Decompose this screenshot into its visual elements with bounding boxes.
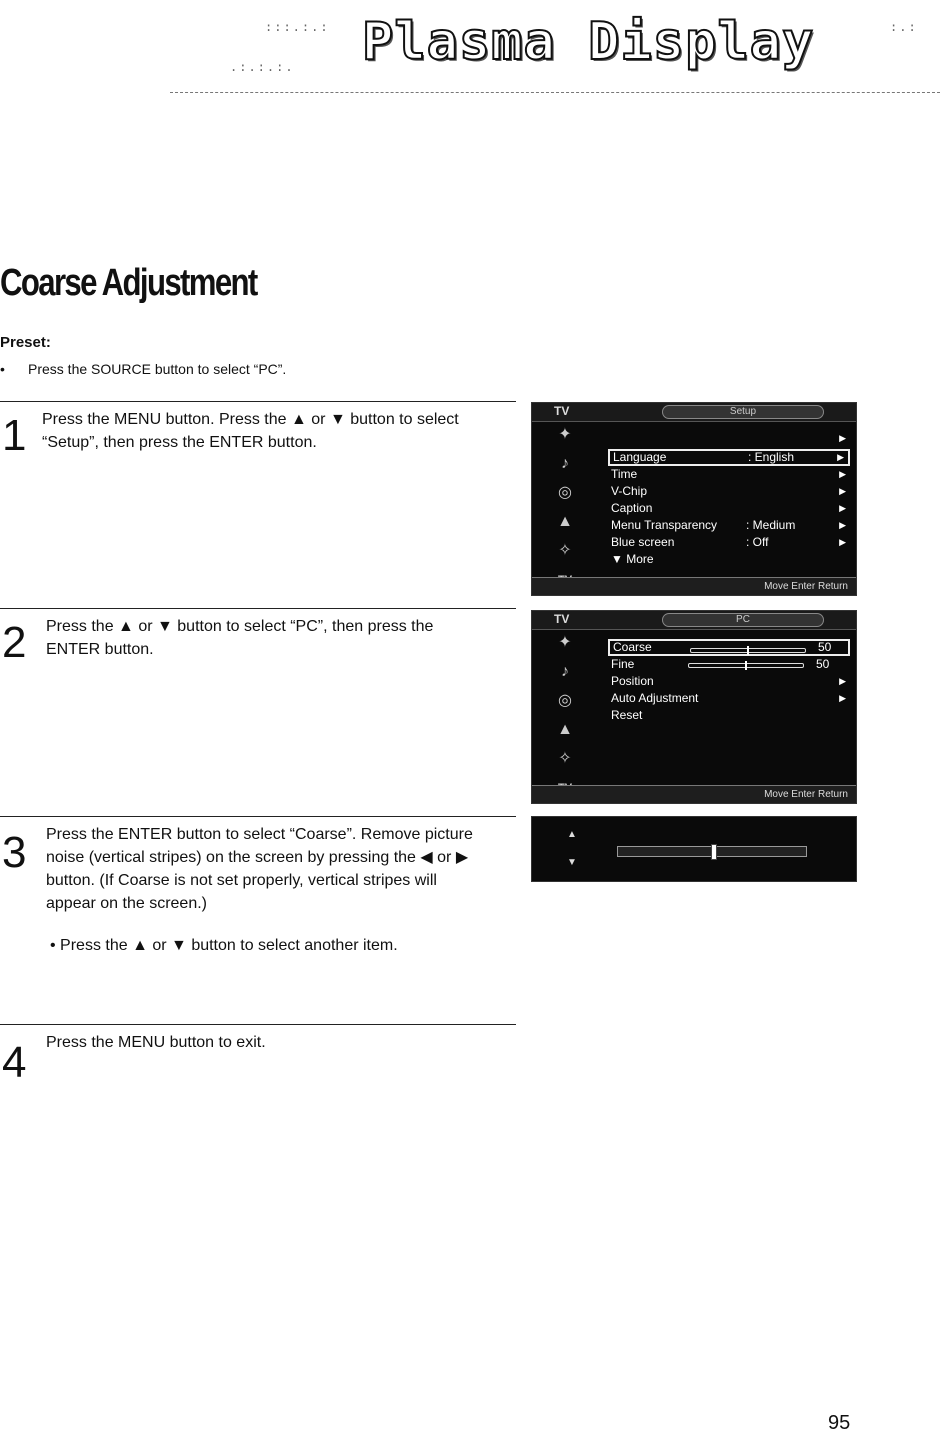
step-text: Press the ENTER button to select “Coarse”. Remove picture noise (vertical stripes) on the screen by pressing the ◀ or ▶ button. (If Coarse is not set properly, vertical stripes will appear on the screen.) [46, 826, 473, 912]
menu-item-position[interactable]: Position ▶ [611, 674, 846, 688]
pc-menu-list [608, 639, 850, 724]
page-number: 95 [828, 1412, 851, 1434]
sound-icon: ♪ [561, 455, 569, 472]
preset-label: Preset: [0, 334, 51, 351]
menu-item-menu-transparency[interactable]: Menu Transparency : Medium ▶ [611, 518, 846, 532]
setup-icon: ▲ [557, 721, 573, 738]
arrow-right-icon: ▶ [839, 537, 846, 547]
bullet: • [0, 361, 5, 377]
step-text: Press the MENU button to exit. [46, 1034, 266, 1051]
setup-menu-screen [531, 402, 857, 596]
input-icon: ✧ [558, 542, 572, 559]
arrow-right-icon: ▶ [839, 503, 846, 513]
banner-decoration: :::.:.: [265, 20, 330, 34]
slider-knob[interactable] [747, 646, 749, 655]
menu-item-coarse[interactable]: Coarse 50 [608, 639, 850, 656]
screen-footer: Move Enter Return [532, 785, 856, 803]
fine-slider[interactable] [688, 663, 804, 668]
arrow-right-icon: ▶ [839, 693, 846, 703]
tv-label: TV [554, 404, 570, 418]
input-icon: ✧ [558, 750, 572, 767]
channel-icon: ◎ [558, 692, 572, 709]
menu-title: Setup [662, 405, 824, 419]
menu-item-more[interactable]: ▼ More [611, 552, 654, 566]
screen-footer: Move Enter Return [532, 577, 856, 595]
picture-icon: ✦ [558, 426, 572, 443]
coarse-adjust-screen [531, 816, 857, 882]
setup-menu-list [608, 449, 850, 568]
screen-header [532, 403, 856, 422]
step-4 [0, 1024, 516, 1085]
arrow-right-icon: ▶ [839, 486, 846, 496]
menu-item-vchip[interactable]: V-Chip ▶ [611, 484, 846, 498]
menu-item-blue-screen[interactable]: Blue screen : Off ▶ [611, 535, 846, 549]
arrow-up-icon: ▲ [567, 829, 577, 840]
banner-rule [170, 92, 940, 93]
plasma-display-logo: Plasma Display [362, 12, 815, 72]
menu-item-time[interactable]: Time ▶ [611, 467, 846, 481]
menu-icon-column [554, 633, 582, 807]
menu-icon-column [554, 425, 582, 599]
setup-icon: ▲ [557, 513, 573, 530]
menu-item-auto-adjustment[interactable]: Auto Adjustment ▶ [611, 691, 846, 705]
arrow-right-icon: ▶ [839, 469, 846, 479]
slider-knob[interactable] [745, 661, 747, 670]
coarse-slider[interactable] [690, 648, 806, 653]
slider-knob[interactable] [711, 844, 717, 860]
picture-icon: ✦ [558, 634, 572, 651]
arrow-right-icon: ▶ [839, 676, 846, 686]
step-2 [0, 608, 516, 809]
preset-instruction: Press the SOURCE button to select “PC”. [28, 361, 287, 377]
header-banner [170, 0, 940, 100]
step-number: 4 [2, 1038, 27, 1087]
step-1 [0, 401, 516, 602]
step-number: 2 [2, 618, 27, 667]
channel-icon: ◎ [558, 484, 572, 501]
arrow-right-icon: ▶ [839, 433, 846, 443]
coarse-adjust-bar[interactable] [617, 846, 807, 857]
preset-text [0, 361, 286, 377]
screen-header [532, 611, 856, 630]
arrow-right-icon: ▶ [839, 520, 846, 530]
arrow-right-icon: ▶ [837, 452, 844, 462]
step-text: Press the MENU button. Press the ▲ or ▼ button to select “Setup”, then press the ENTER button. [42, 411, 459, 451]
menu-item-caption[interactable]: Caption ▶ [611, 501, 846, 515]
menu-title: PC [662, 613, 824, 627]
step-number: 3 [2, 828, 27, 877]
page-title: Coarse Adjustment [0, 262, 257, 304]
step-number: 1 [2, 411, 27, 460]
pc-menu-screen [531, 610, 857, 804]
menu-item-fine[interactable]: Fine 50 [611, 657, 830, 671]
step-note: • Press the ▲ or ▼ button to select another item. [50, 937, 398, 954]
step-text: Press the ▲ or ▼ button to select “PC”, then press the ENTER button. [46, 618, 434, 658]
sound-icon: ♪ [561, 663, 569, 680]
arrow-down-icon: ▼ [567, 857, 577, 868]
banner-decoration: .:.:.:. [230, 60, 295, 74]
step-3 [0, 816, 516, 1017]
menu-item-reset[interactable]: Reset [611, 708, 643, 722]
menu-item-language[interactable]: Language : English ▶ [608, 449, 850, 466]
banner-decoration: :.: [890, 20, 918, 34]
tv-label: TV [554, 612, 570, 626]
